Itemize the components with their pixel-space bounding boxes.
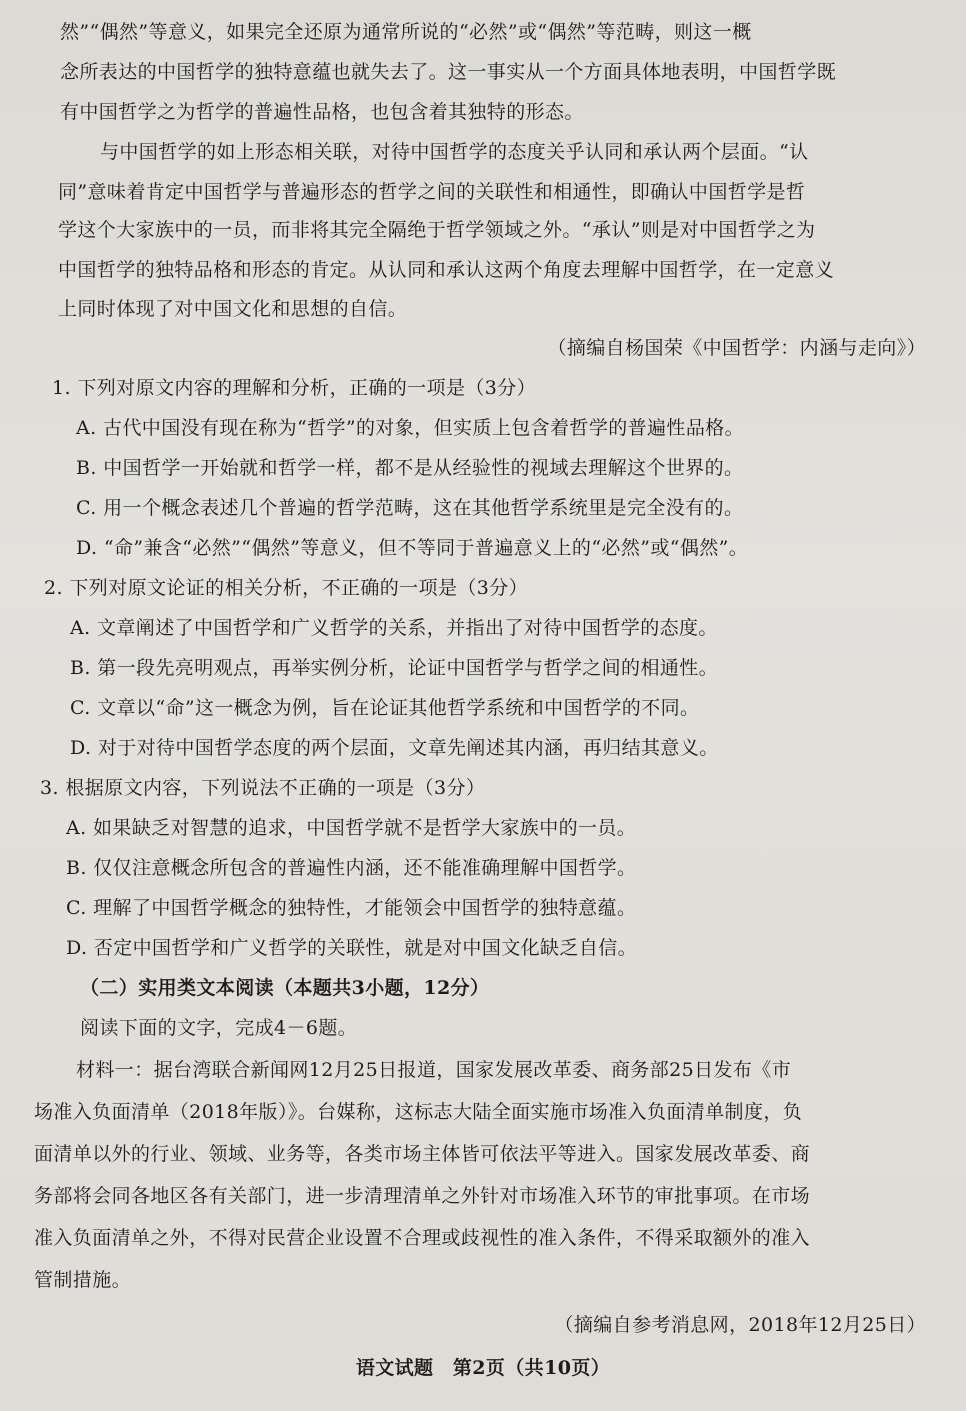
question-option: C. 理解了中国哲学概念的独特性，才能领会中国哲学的独特意蕴。: [66, 897, 637, 919]
passage-line: 上同时体现了对中国文化和思想的自信。: [58, 298, 408, 320]
passage-line: 有中国哲学之为哲学的普遍性品格，也包含着其独特的形态。: [60, 101, 584, 123]
section-instruction: 阅读下面的文字，完成4－6题。: [80, 1017, 358, 1039]
passage-line: 学这个大家族中的一员，而非将其完全隔绝于哲学领域之外。“承认”则是对中国哲学之为: [58, 219, 816, 241]
material-line: 面清单以外的行业、领域、业务等，各类市场主体皆可依法平等进入。国家发展改革委、商: [34, 1143, 811, 1165]
material-source: （摘编自参考消息网，2018年12月25日）: [554, 1314, 926, 1336]
question-option: D. 否定中国哲学和广义哲学的关联性，就是对中国文化缺乏自信。: [66, 937, 638, 959]
passage-line: 同”意味着肯定中国哲学与普遍形态的哲学之间的关联性和相通性，即确认中国哲学是哲: [58, 181, 806, 203]
question-option: A. 如果缺乏对智慧的追求，中国哲学就不是哲学大家族中的一员。: [66, 817, 637, 839]
passage-line: 念所表达的中国哲学的独特意蕴也就失去了。这一事实从一个方面具体地表明，中国哲学既: [60, 61, 837, 83]
question-option: B. 仅仅注意概念所包含的普遍性内涵，还不能准确理解中国哲学。: [66, 857, 637, 879]
page-footer: 语文试题 第2页（共10页）: [355, 1357, 611, 1379]
question-option: D. 对于对待中国哲学态度的两个层面，文章先阐述其内涵，再归结其意义。: [70, 737, 719, 759]
passage-line: 中国哲学的独特品格和形态的肯定。从认同和承认这两个角度去理解中国哲学，在一定意义: [58, 259, 835, 281]
passage-line: 然”“偶然”等意义，如果完全还原为通常所说的“必然”或“偶然”等范畴，则这一概: [60, 21, 752, 43]
material-line: 材料一：据台湾联合新闻网12月25日报道，国家发展改革委、商务部25日发布《市: [76, 1059, 792, 1081]
question-option: C. 文章以“命”这一概念为例，旨在论证其他哲学系统和中国哲学的不同。: [70, 697, 700, 719]
question-option: A. 文章阐述了中国哲学和广义哲学的关系，并指出了对待中国哲学的态度。: [70, 617, 718, 639]
material-line: 准入负面清单之外，不得对民营企业设置不合理或歧视性的准入条件，不得采取额外的准入: [34, 1227, 811, 1249]
question-option: D. “命”兼含“必然”“偶然”等意义，但不等同于普遍意义上的“必然”或“偶然”。: [76, 537, 749, 559]
question-stem: 3. 根据原文内容，下列说法不正确的一项是（3分）: [40, 777, 486, 799]
section-heading: （二）实用类文本阅读（本题共3小题，12分）: [80, 977, 490, 999]
material-line: 场准入负面清单（2018年版）》。台媒称，这标志大陆全面实施市场准入负面清单制度，负: [34, 1101, 803, 1123]
question-option: B. 中国哲学一开始就和哲学一样，都不是从经验性的视域去理解这个世界的。: [76, 457, 744, 479]
passage-line: 与中国哲学的如上形态相关联，对待中国哲学的态度关乎认同和承认两个层面。“认: [100, 141, 809, 163]
question-option: C. 用一个概念表述几个普遍的哲学范畴，这在其他哲学系统里是完全没有的。: [76, 497, 744, 519]
question-stem: 1. 下列对原文内容的理解和分析，正确的一项是（3分）: [52, 377, 537, 399]
question-option: A. 古代中国没有现在称为“哲学”的对象，但实质上包含着哲学的普遍性品格。: [76, 417, 745, 439]
material-line: 务部将会同各地区各有关部门，进一步清理清单之外针对市场准入环节的审批事项。在市场: [34, 1185, 811, 1207]
passage-source: （摘编自杨国荣《中国哲学：内涵与走向》）: [547, 337, 926, 359]
material-line: 管制措施。: [34, 1269, 132, 1291]
question-option: B. 第一段先亮明观点，再举实例分析，论证中国哲学与哲学之间的相通性。: [70, 657, 719, 679]
question-stem: 2. 下列对原文论证的相关分析，不正确的一项是（3分）: [44, 577, 529, 599]
